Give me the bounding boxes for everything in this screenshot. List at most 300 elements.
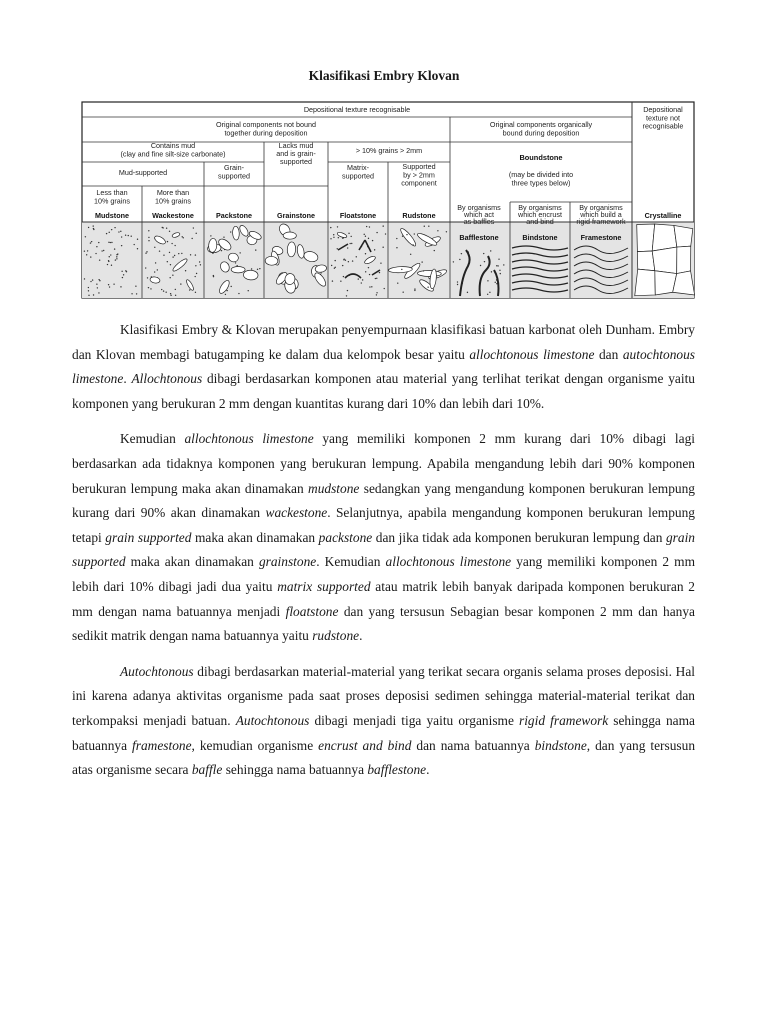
texture-dot <box>154 247 155 248</box>
italic-term: packstone <box>318 529 373 545</box>
rock-name-bafflestone: Bafflestone <box>459 233 499 242</box>
texture-dot <box>180 283 181 284</box>
texture-dot <box>385 233 386 234</box>
texture-dot <box>487 294 488 295</box>
text-run: dan jika tidak ada komponen berukuran lempung dan <box>372 529 666 545</box>
texture-dot <box>154 271 155 272</box>
text-run: dibagi berdasarkan material-material yang terikat secara organis selama proses deposisi. Hal ini karena adanya aktivitas organisme pada saat proses deposisi sedimen sehingga material-material terikat dan terkompaksi menjadi batuan. <box>72 663 695 728</box>
texture-dot <box>196 273 197 274</box>
header-organically-bound: Original components organically <box>489 120 593 129</box>
texture-dot <box>111 229 112 230</box>
texture-dot <box>145 267 146 268</box>
texture-dot <box>348 261 349 262</box>
texture-dot <box>225 294 226 295</box>
header-contains-mud: Contains mud <box>150 141 196 150</box>
texture-dot <box>195 254 196 255</box>
italic-term: wackestone <box>265 505 328 521</box>
texture-dot <box>147 277 148 278</box>
header-lacks-mud: Lacks mud <box>278 141 314 150</box>
texture-dot <box>106 233 107 234</box>
italic-term: allochtonous limestone <box>184 431 314 447</box>
texture-dot <box>396 238 397 239</box>
texture-dot <box>338 237 339 238</box>
paragraph-2 <box>72 427 695 648</box>
texture-dot <box>145 253 146 254</box>
italic-term: encrust and bind <box>318 737 412 753</box>
italic-term: baffle <box>191 762 223 778</box>
texture-dot <box>382 225 383 226</box>
italic-term: framestone <box>132 737 192 753</box>
italic-term: rudstone <box>312 628 360 644</box>
texture-dot <box>402 291 403 292</box>
crystal-mosaic <box>635 224 695 296</box>
texture-dot <box>330 227 331 228</box>
texture-dot <box>371 286 372 287</box>
texture-dot <box>175 295 176 296</box>
texture-dot <box>491 271 492 272</box>
texture-dot <box>137 248 138 249</box>
header-supported-gt2mm: component <box>401 178 437 188</box>
texture-dot <box>333 237 334 238</box>
text-run: maka akan dinamakan <box>125 554 259 570</box>
texture-dot <box>170 295 171 296</box>
document-body <box>72 318 695 794</box>
texture-dot <box>351 243 352 244</box>
texture-dot <box>434 250 435 251</box>
header-lacks-mud: and is grain- <box>276 149 316 158</box>
texture-dot <box>194 276 195 277</box>
texture-dot <box>120 286 121 287</box>
texture-dot <box>480 265 481 266</box>
texture-dot <box>98 242 99 243</box>
texture-dot <box>350 236 351 237</box>
texture-dot <box>111 265 112 266</box>
texture-dot <box>490 250 491 251</box>
text-run: Klasifikasi Embry & Klovan merupakan penyempurnaan klasifikasi batuan karbonat oleh Dunham. Embry dan Klovan membagi batugamping ke dalam dua kelompok besar yaitu <box>72 322 695 362</box>
texture-dot <box>185 270 186 271</box>
texture-dot <box>103 250 104 251</box>
text-run: dan <box>594 346 623 362</box>
texture-dot <box>257 269 258 270</box>
texture-dot <box>125 270 126 271</box>
texture-dot <box>342 265 343 266</box>
italic-term: Autochtonous <box>120 663 194 679</box>
header-bind-desc: which encrust <box>518 210 562 219</box>
texture-dot <box>235 262 236 263</box>
texture-dot <box>108 242 109 243</box>
header-not-recognisable: Depositional <box>643 105 683 114</box>
grain-shape <box>231 266 245 272</box>
text-run: sedangkan yang mengandung komponen berukuran lempung kurang dari 90% akan dinamakan <box>72 480 695 521</box>
header-supported-gt2mm: by > 2mm <box>403 170 435 180</box>
texture-dot <box>368 267 369 268</box>
crystal <box>637 224 655 252</box>
texture-dot <box>483 253 484 254</box>
texture-dot <box>175 289 176 290</box>
texture-dot <box>343 259 344 260</box>
texture-dot <box>461 253 462 254</box>
texture-dot <box>161 289 162 290</box>
texture-dot <box>334 260 335 261</box>
texture-dot <box>421 261 422 262</box>
texture-dot <box>238 293 239 294</box>
texture-dot <box>401 269 402 270</box>
texture-dot <box>379 272 380 273</box>
texture-dot <box>131 235 132 236</box>
texture-dot <box>343 276 344 277</box>
texture-dot <box>347 290 348 291</box>
italic-term: allochtonous limestone <box>469 346 595 362</box>
crystal <box>674 225 693 247</box>
texture-dot <box>148 230 149 231</box>
texture-dot <box>189 289 190 290</box>
texture-dot <box>346 295 347 296</box>
texture-dot <box>239 252 240 253</box>
texture-dot <box>195 265 196 266</box>
texture-dot <box>150 288 151 289</box>
texture-dot <box>172 274 173 275</box>
rock-name-bindstone: Bindstone <box>522 233 558 242</box>
header-supported-gt2mm: Supported <box>402 162 436 171</box>
rock-name-wackestone: Wackestone <box>152 211 194 220</box>
text-run: . <box>359 628 363 644</box>
texture-dot <box>117 253 118 254</box>
texture-dot <box>348 233 349 234</box>
header-matrix-supported: supported <box>342 171 374 181</box>
texture-dot <box>107 264 108 265</box>
header-not-recognisable: texture not <box>646 113 680 123</box>
texture-dot <box>146 251 147 252</box>
texture-dot <box>128 235 129 236</box>
texture-dot <box>85 236 86 237</box>
rock-name-framestone: Framestone <box>580 233 622 242</box>
texture-dot <box>410 254 411 255</box>
header-not-bound: together during deposition <box>224 128 308 138</box>
rock-name-packstone: Packstone <box>216 211 252 220</box>
texture-dot <box>88 290 89 291</box>
header-baffle-desc: which act <box>464 210 494 219</box>
texture-dot <box>84 250 85 251</box>
header-depositional-recognisable: Depositional texture recognisable <box>303 105 411 114</box>
texture-dot <box>113 283 114 284</box>
texture-dot <box>366 226 367 227</box>
header-boundstone: Boundstone <box>519 153 563 162</box>
texture-dot <box>340 281 341 282</box>
texture-dot <box>489 292 490 293</box>
texture-dot <box>255 249 256 250</box>
texture-dot <box>396 247 397 248</box>
header-less-than-10: 10% grains <box>94 196 130 206</box>
header-baffle-desc: By organisms <box>457 203 501 212</box>
texture-dot <box>374 249 375 250</box>
texture-dot <box>369 226 370 227</box>
texture-dot <box>114 248 115 249</box>
header-less-than-10: Less than <box>96 188 128 197</box>
texture-dot <box>496 265 497 266</box>
texture-dot <box>131 293 132 294</box>
texture-dot <box>136 293 137 294</box>
header-not-bound: Original components not bound <box>216 120 316 129</box>
texture-dot <box>98 279 99 280</box>
text-run: dibagi menjadi tiga yaitu organisme <box>309 712 519 728</box>
texture-dot <box>196 233 197 234</box>
texture-dot <box>365 271 366 272</box>
texture-dot <box>121 236 122 237</box>
header-bind-desc: By organisms <box>518 203 562 212</box>
text-run: dibagi berdasarkan komponen atau material yang terlihat terikat dengan organisme yaitu komponen yang berukuran 2 mm dengan kuantitas kurang dari 10% dan lebih dari 10%. <box>72 371 695 411</box>
texture-dot <box>259 268 260 269</box>
texture-dot <box>369 274 370 275</box>
texture-dot <box>165 292 166 293</box>
text-run: . Kemudian <box>316 554 386 570</box>
texture-dot <box>190 254 191 255</box>
texture-dot <box>97 287 98 288</box>
texture-dot <box>337 226 338 227</box>
header-organically-bound: bound during deposition <box>502 128 580 138</box>
text-run: , kemudian organisme <box>191 737 319 753</box>
texture-dot <box>170 264 171 265</box>
classification-table <box>80 100 696 302</box>
header-matrix-supported: Matrix- <box>347 163 369 172</box>
italic-term: matrix supported <box>277 578 371 594</box>
header-grain-supported: Grain- <box>224 163 244 172</box>
header-not-recognisable: recognisable <box>642 121 684 131</box>
header-mud-supported: Mud-supported <box>118 168 168 177</box>
texture-dot <box>352 260 353 261</box>
texture-dot <box>121 271 122 272</box>
texture-dot <box>174 245 175 246</box>
texture-dot <box>495 282 496 283</box>
texture-dot <box>375 278 376 279</box>
header-bind-desc: and bind <box>526 217 554 226</box>
texture-dot <box>120 231 121 232</box>
text-run: , dan yang tersusun atas organisme secara <box>72 737 696 778</box>
texture-dot <box>446 231 447 232</box>
texture-dot <box>169 231 170 232</box>
texture-dot <box>84 278 85 279</box>
texture-dot <box>110 242 111 243</box>
texture-dot <box>178 253 179 254</box>
texture-dot <box>110 254 111 255</box>
texture-dot <box>364 234 365 235</box>
rock-name-grainstone: Grainstone <box>277 211 315 220</box>
texture-dot <box>414 233 415 234</box>
texture-dot <box>157 269 158 270</box>
texture-dot <box>169 252 170 253</box>
texture-dot <box>384 288 385 289</box>
texture-dot <box>133 244 134 245</box>
texture-dot <box>96 283 97 284</box>
italic-term: grain supported <box>105 529 192 545</box>
italic-term: autochtonous limestone <box>72 346 696 387</box>
texture-dot <box>108 260 109 261</box>
texture-dot <box>93 294 94 295</box>
texture-dot <box>330 238 331 239</box>
texture-dot <box>423 270 424 271</box>
texture-dot <box>193 227 194 228</box>
texture-dot <box>200 264 201 265</box>
texture-dot <box>397 282 398 283</box>
texture-dot <box>122 277 123 278</box>
texture-dot <box>251 268 252 269</box>
text-run: Kemudian <box>120 431 185 447</box>
text-run: . Selanjutnya, apabila mengandung komponen berukuran lempung tetapi <box>72 505 695 545</box>
texture-dot <box>248 290 249 291</box>
texture-dot <box>332 280 333 281</box>
texture-dot <box>199 261 200 262</box>
texture-dot <box>427 286 428 287</box>
header-gt10-grains: > 10% grains > 2mm <box>355 146 423 155</box>
texture-dot <box>414 288 415 289</box>
texture-dot <box>368 238 369 239</box>
texture-dot <box>116 256 117 257</box>
texture-dot <box>376 278 377 279</box>
rock-name-rudstone: Rudstone <box>402 211 436 220</box>
texture-dot <box>376 292 377 293</box>
texture-dot <box>226 290 227 291</box>
crystal <box>635 269 656 296</box>
texture-dot <box>365 253 366 254</box>
texture-dot <box>88 227 89 228</box>
texture-dot <box>93 225 94 226</box>
crystal <box>652 224 677 251</box>
texture-dot <box>345 259 346 260</box>
texture-dot <box>223 236 224 237</box>
texture-dot <box>163 254 164 255</box>
texture-dot <box>358 278 359 279</box>
texture-dot <box>125 235 126 236</box>
texture-dot <box>349 243 350 244</box>
texture-dot <box>498 258 499 259</box>
texture-dot <box>402 235 403 236</box>
crystal <box>652 247 677 273</box>
texture-dot <box>182 236 183 237</box>
texture-dot <box>457 281 458 282</box>
texture-dot <box>174 255 175 256</box>
texture-dot <box>148 237 149 238</box>
grain-shape <box>417 270 441 276</box>
texture-dot <box>183 237 184 238</box>
texture-dot <box>376 294 377 295</box>
texture-dot <box>90 281 91 282</box>
texture-dot <box>437 230 438 231</box>
texture-dot <box>347 247 348 248</box>
text-run: . <box>123 371 132 387</box>
crystal <box>637 251 654 271</box>
texture-dot <box>221 250 222 251</box>
texture-dot <box>230 231 231 232</box>
texture-dot <box>167 261 168 262</box>
grain-shape <box>265 256 278 265</box>
texture-dot <box>230 286 231 287</box>
texture-dot <box>88 295 89 296</box>
texture-dot <box>118 231 119 232</box>
paragraph-1 <box>72 318 695 416</box>
texture-dot <box>365 236 366 237</box>
texture-dot <box>96 246 97 247</box>
texture-dot <box>123 274 124 275</box>
italic-term: bindstone <box>534 737 587 753</box>
texture-dot <box>167 241 168 242</box>
italic-term: rigid framework <box>519 712 609 728</box>
rock-name-crystalline: Crystalline <box>644 211 682 220</box>
header-more-than-10: More than <box>156 188 190 197</box>
text-run: yang memiliki komponen 2 mm kurang dari 10% dibagi lagi berdasarkan ada tidaknya komponen yang berukuran lempung. Apabila mengandung lebih dari 90% komponen berukuran lempung maka akan dinamakan <box>72 431 695 496</box>
texture-dot <box>467 292 468 293</box>
text-run: dan yang tersusun Sebagian besar komponen 2 mm dan hanya sedikit matrik dengan nama batuannya yaitu <box>72 603 696 644</box>
texture-dot <box>159 250 160 251</box>
texture-dot <box>457 284 458 285</box>
texture-dot <box>487 280 488 281</box>
italic-term: grainstone <box>258 554 317 570</box>
texture-dot <box>369 286 370 287</box>
italic-term: Allochtonous <box>131 371 203 387</box>
text-run: sehingga nama batuannya <box>72 712 695 753</box>
classification-figure <box>80 100 696 302</box>
texture-dot <box>331 265 332 266</box>
texture-dot <box>101 250 102 251</box>
texture-dot <box>135 286 136 287</box>
texture-dot <box>91 241 92 242</box>
italic-term: bafflestone <box>367 762 427 778</box>
text-run: atau matrik lebih banyak daripada komponen berukuran 2 mm dengan nama batuannya menjadi <box>72 578 695 619</box>
texture-dot <box>334 268 335 269</box>
texture-dot <box>98 292 99 293</box>
texture-dot <box>372 240 373 241</box>
texture-dot <box>362 279 363 280</box>
header-baffle-desc: as baffles <box>463 217 495 226</box>
texture-dot <box>108 284 109 285</box>
text-run: dan nama batuannya <box>411 737 535 753</box>
texture-dot <box>497 265 498 266</box>
header-contains-mud: (clay and fine silt-size carbonate) <box>120 149 226 159</box>
texture-dot <box>166 228 167 229</box>
grain-shape <box>283 232 296 239</box>
texture-dot <box>95 253 96 254</box>
texture-dot <box>163 290 164 291</box>
texture-dot <box>500 273 501 274</box>
header-boundstone-note: three types below) <box>511 178 571 188</box>
italic-term: mudstone <box>308 480 360 496</box>
text-run: . <box>426 762 430 778</box>
rock-name-mudstone: Mudstone <box>95 211 129 220</box>
texture-dot <box>213 275 214 276</box>
texture-dot <box>114 227 115 228</box>
texture-dot <box>361 282 362 283</box>
texture-dot <box>115 259 116 260</box>
paragraph-3 <box>72 660 695 783</box>
document-title: Klasifikasi Embry Klovan <box>308 68 460 83</box>
texture-dot <box>148 287 149 288</box>
texture-dot <box>414 290 415 291</box>
texture-dot <box>169 277 170 278</box>
texture-dot <box>148 240 149 241</box>
text-run: sehingga nama batuannya <box>222 762 368 778</box>
texture-dot <box>210 235 211 236</box>
texture-dot <box>93 228 94 229</box>
rock-name-floatstone: Floatstone <box>339 211 377 220</box>
header-frame-desc: By organisms <box>579 203 623 212</box>
texture-dot <box>376 232 377 233</box>
header-more-than-10: 10% grains <box>155 196 191 206</box>
texture-dot <box>90 242 91 243</box>
texture-dot <box>380 262 381 263</box>
text-run: yang memiliki komponen 2 mm lebih dari 10% dibagi jadi dua yaitu <box>72 554 695 594</box>
texture-dot <box>137 239 138 240</box>
header-lacks-mud: supported <box>280 157 312 166</box>
header-frame-desc: which build a <box>580 210 622 219</box>
texture-dot <box>109 232 110 233</box>
